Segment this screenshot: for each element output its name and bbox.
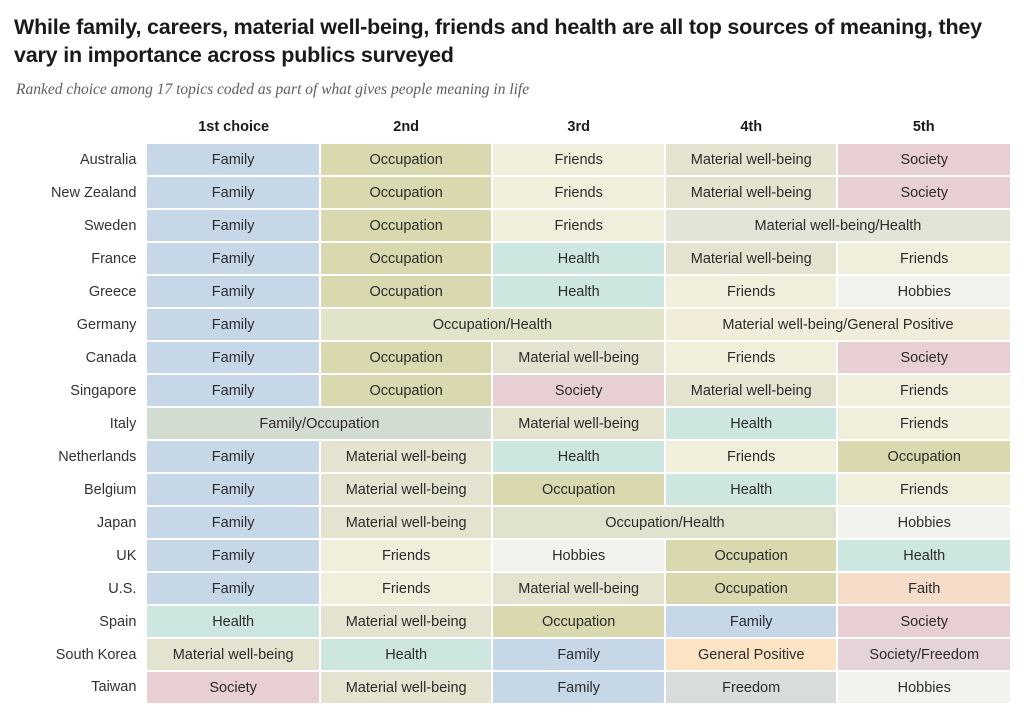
matrix-cell: Occupation [320, 242, 493, 275]
matrix-cell: Material well-being [665, 242, 838, 275]
matrix-cell: Material well-being [492, 407, 665, 440]
matrix-cell: Material well-being [320, 605, 493, 638]
matrix-cell: Occupation [665, 539, 838, 572]
row-label-sweden: Sweden [14, 209, 147, 242]
matrix-cell: Friends [665, 275, 838, 308]
table-header-row [14, 119, 1010, 144]
matrix-cell: Health [147, 605, 320, 638]
matrix-cell: Family [147, 506, 320, 539]
column-header-4: 4th [665, 119, 838, 144]
matrix-cell: Family [147, 374, 320, 407]
matrix-cell: Friends [837, 242, 1010, 275]
chart-subtitle: Ranked choice among 17 topics coded as part of what gives people meaning in life [16, 81, 530, 99]
matrix-cell: Material well-being/Health [665, 209, 1010, 242]
matrix-cell: Material well-being [320, 671, 493, 703]
table-row [14, 539, 1010, 572]
row-label-uk: UK [14, 539, 147, 572]
matrix-cell: Material well-being [320, 473, 493, 506]
matrix-cell: Hobbies [492, 539, 665, 572]
table-row [14, 506, 1010, 539]
matrix-cell: Family [147, 242, 320, 275]
table-row [14, 308, 1010, 341]
table-header [14, 119, 1010, 144]
matrix-cell: Family [147, 539, 320, 572]
matrix-cell: Family [665, 605, 838, 638]
row-label-spain: Spain [14, 605, 147, 638]
matrix-cell: Family/Occupation [147, 407, 492, 440]
table-row [14, 572, 1010, 605]
matrix-cell: Material well-being [665, 176, 838, 209]
matrix-cell: Friends [665, 440, 838, 473]
table-row [14, 407, 1010, 440]
matrix-cell: Hobbies [837, 275, 1010, 308]
matrix-cell: Family [492, 671, 665, 703]
matrix-cell: Family [147, 473, 320, 506]
row-label-italy: Italy [14, 407, 147, 440]
matrix-cell: Occupation [665, 572, 838, 605]
table-corner-cell [14, 119, 147, 144]
matrix-cell: Health [492, 440, 665, 473]
matrix-cell: Occupation [320, 144, 493, 176]
page-title: While family, careers, material well-being, friends and health are all top sources of meaning, they vary in importance across publics surveyed [14, 15, 982, 67]
column-header-2: 2nd [320, 119, 493, 144]
matrix-cell: Material well-being [665, 374, 838, 407]
table-row [14, 374, 1010, 407]
matrix-cell: Material well-being [147, 638, 320, 671]
row-label-australia: Australia [14, 144, 147, 176]
matrix-cell: Society [837, 341, 1010, 374]
matrix-cell: Family [147, 176, 320, 209]
matrix-cell: Health [665, 473, 838, 506]
matrix-cell: Hobbies [837, 671, 1010, 703]
matrix-cell: Family [147, 341, 320, 374]
table-body [14, 144, 1010, 703]
matrix-cell: Society/Freedom [837, 638, 1010, 671]
ranking-matrix-table [14, 119, 1010, 703]
matrix-cell: Friends [320, 572, 493, 605]
row-label-south-korea: South Korea [14, 638, 147, 671]
matrix-cell: Occupation [837, 440, 1010, 473]
matrix-cell: Family [147, 209, 320, 242]
table-row [14, 341, 1010, 374]
matrix-cell: Material well-being/General Positive [665, 308, 1010, 341]
table-row [14, 242, 1010, 275]
matrix-cell: Occupation [320, 374, 493, 407]
matrix-cell: Material well-being [492, 572, 665, 605]
matrix-cell: Family [492, 638, 665, 671]
row-label-taiwan: Taiwan [14, 671, 147, 703]
matrix-cell: Health [320, 638, 493, 671]
matrix-cell: Family [147, 440, 320, 473]
matrix-cell: Friends [320, 539, 493, 572]
matrix-cell: Occupation [320, 176, 493, 209]
matrix-cell: Health [837, 539, 1010, 572]
row-label-germany: Germany [14, 308, 147, 341]
matrix-cell: General Positive [665, 638, 838, 671]
matrix-cell: Society [837, 176, 1010, 209]
row-label-new-zealand: New Zealand [14, 176, 147, 209]
matrix-cell: Occupation [492, 605, 665, 638]
matrix-cell: Family [147, 308, 320, 341]
matrix-cell: Family [147, 572, 320, 605]
matrix-cell: Material well-being [665, 144, 838, 176]
table-row [14, 176, 1010, 209]
table-row [14, 671, 1010, 703]
matrix-cell: Material well-being [492, 341, 665, 374]
matrix-cell: Occupation [320, 209, 493, 242]
column-header-1: 1st choice [147, 119, 320, 144]
matrix-cell: Occupation [320, 341, 493, 374]
matrix-cell: Faith [837, 572, 1010, 605]
matrix-cell: Friends [492, 176, 665, 209]
matrix-cell: Freedom [665, 671, 838, 703]
matrix-cell: Health [492, 275, 665, 308]
matrix-cell: Friends [492, 209, 665, 242]
matrix-cell: Material well-being [320, 440, 493, 473]
matrix-cell: Occupation/Health [320, 308, 665, 341]
matrix-cell: Friends [665, 341, 838, 374]
matrix-cell: Occupation [492, 473, 665, 506]
table-row [14, 605, 1010, 638]
row-label-belgium: Belgium [14, 473, 147, 506]
row-label-singapore: Singapore [14, 374, 147, 407]
table-row [14, 473, 1010, 506]
column-header-3: 3rd [492, 119, 665, 144]
row-label-japan: Japan [14, 506, 147, 539]
table-row [14, 638, 1010, 671]
matrix-cell: Health [665, 407, 838, 440]
row-label-canada: Canada [14, 341, 147, 374]
row-label-netherlands: Netherlands [14, 440, 147, 473]
matrix-cell: Society [837, 144, 1010, 176]
table-row [14, 275, 1010, 308]
matrix-cell: Society [837, 605, 1010, 638]
table-row [14, 144, 1010, 176]
matrix-cell: Friends [837, 473, 1010, 506]
matrix-cell: Health [492, 242, 665, 275]
row-label-france: France [14, 242, 147, 275]
matrix-cell: Occupation [320, 275, 493, 308]
matrix-cell: Society [492, 374, 665, 407]
row-label-greece: Greece [14, 275, 147, 308]
table-row [14, 440, 1010, 473]
matrix-cell: Friends [837, 374, 1010, 407]
matrix-cell: Family [147, 144, 320, 176]
column-header-5: 5th [837, 119, 1010, 144]
table-row [14, 209, 1010, 242]
matrix-cell: Society [147, 671, 320, 703]
matrix-cell: Friends [837, 407, 1010, 440]
matrix-cell: Friends [492, 144, 665, 176]
row-label-u-s-: U.S. [14, 572, 147, 605]
matrix-cell: Occupation/Health [492, 506, 837, 539]
matrix-cell: Hobbies [837, 506, 1010, 539]
matrix-cell: Material well-being [320, 506, 493, 539]
matrix-cell: Family [147, 275, 320, 308]
